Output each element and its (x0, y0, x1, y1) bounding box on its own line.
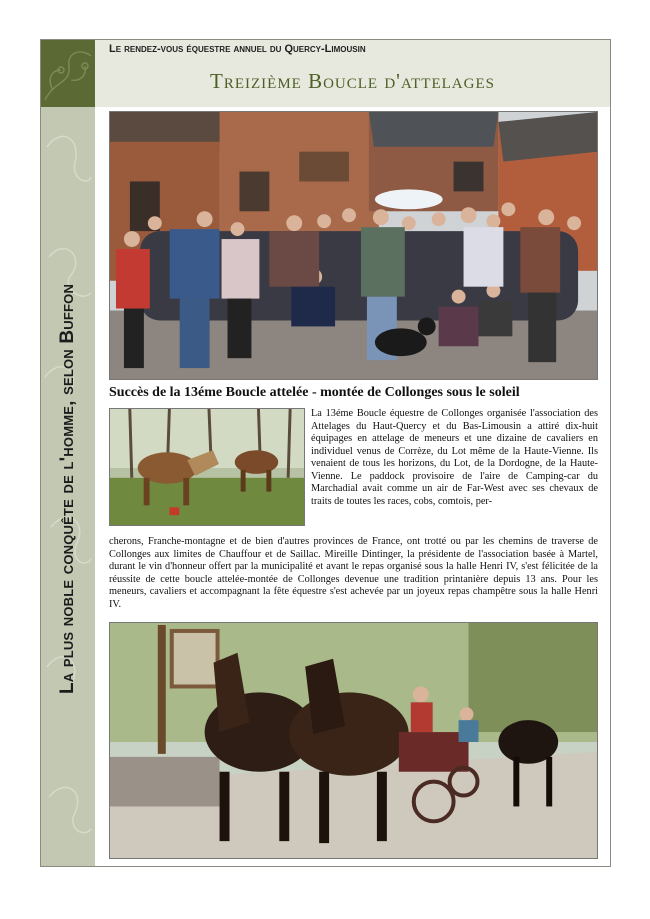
article-paragraph-part2: cherons, Franche-montagne et de bien d'autres provinces de France, ont trotté ou par les chemins de traverse de Collonges aux limites de Chauffour et de Saillac. Mireille Dintinger, la présidente de l'association basée à Martel, durant le vin d'honneur offert par la municipalité et avant le repas organisé sous la halle Henri IV, s'est félicitée de la réussite de cette boucle attelée-montée de Collonges devenue une tradition printanière depuis 13 ans. Pour les meneurs, cavaliers et accompagnant la fête équestre s'est achevée par un joyeux repas champêtre sous la halle Henri IV. (109, 536, 598, 610)
kicker: Le rendez-vous équestre annuel du Quercy-Limousin (109, 43, 366, 55)
header-band (95, 40, 610, 107)
vertical-title: La plus noble conquête de l'homme, selon Buffon (57, 283, 78, 695)
page-title: Treizième Boucle d'attelages (210, 69, 495, 93)
sidebar-top-block (41, 40, 95, 107)
floral-flourish-icon (41, 40, 95, 107)
carriage-photo (109, 622, 598, 859)
article-paragraph-part1: La 13éme Boucle équestre de Collonges organisée l'association des Attelages du Haut-Quercy et du Bas-Limousin a attiré dix-huit équipages en attelage de meneurs et une dizaine de cavaliers en individuel venus de Corrèze, du Lot même de la Haute-Vienne. Ils venaient de tous les horizons, du Lot, de la Dordogne, de la Haute-Vienne. Le paddock provisoire de l'aire de Camping-car du Marchadial avait comme un air de Far-West avec ses chevaux de traits de toutes les races, cobs, comtois, per- (311, 408, 598, 507)
paddock-photo (109, 408, 305, 526)
page-frame (40, 39, 611, 867)
article-headline: Succès de la 13éme Boucle attelée - montée de Collonges sous le soleil (109, 385, 520, 400)
sidebar-band (41, 107, 95, 866)
group-photo (109, 111, 598, 380)
